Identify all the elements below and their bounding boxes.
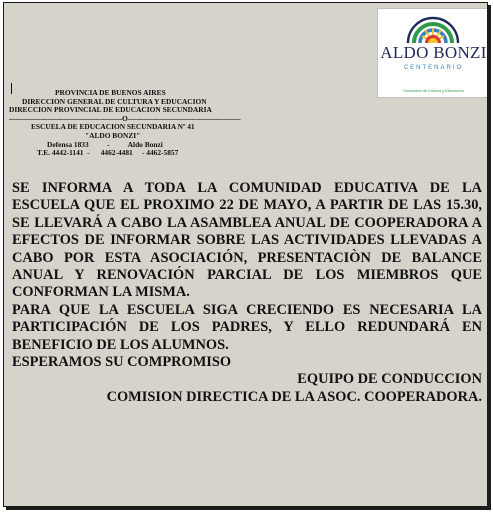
letterhead-direccion-general: DIRECCION GENERAL DE CULTURA Y EDUCACION bbox=[22, 96, 207, 106]
letterhead bbox=[9, 89, 277, 158]
logo-footer: Secretaría de Cultura y Educación bbox=[403, 88, 464, 93]
signature-line-2: COMISION DIRECTICA DE LA ASOC. COOPERADORA. bbox=[106, 388, 482, 405]
notice-paragraph-2: PARA QUE LA ESCUELA SIGA CRECIENDO ES NECESARIA LA PARTICIPACIÓN DE LOS PADRES, Y ELLO REDUNDARÁ EN BENEFICIO DE LOS ALUMNOS. bbox=[12, 301, 482, 353]
notice-paragraph-1: SE INFORMA A TODA LA COMUNIDAD EDUCATIVA DE LA ESCUELA QUE EL PROXIMO 22 DE MAYO, A PARTIR DE LAS 15.30, SE LLEVARÁ A CABO LA ASAMBLEA ANUAL DE COOPERADORA A EFECTOS DE INFORMAR SOBRE LAS ACTIVIDADES LLEVADAS A CABO POR ESTA ASOCIACIÓN, PRESENTACIÒN DE BALANCE ANUAL Y RENOVACIÓN PARCIAL DE LOS MIEMBROS QUE CONFORMAN LA MISMA. bbox=[12, 180, 482, 301]
signature-line-1: EQUIPO DE CONDUCCION bbox=[297, 371, 482, 388]
sun-emblem-icon bbox=[378, 9, 488, 45]
letterhead-divider: --------------------------------------------------O-------------------------------------------------- bbox=[9, 114, 241, 123]
letterhead-school-alias: "ALDO BONZI" bbox=[85, 130, 141, 140]
signature-block bbox=[12, 371, 482, 406]
logo-name: ALDO BONZI bbox=[380, 43, 487, 62]
letterhead-province: PROVINCIA DE BUENOS AIRES bbox=[55, 88, 166, 97]
logo-subtitle: CENTENARIO bbox=[403, 65, 464, 71]
notice-body bbox=[12, 180, 482, 406]
notice-closing: ESPERAMOS SU COMPROMISO bbox=[12, 354, 232, 371]
letterhead-phones: T.E. 4442-1141 - 4462-4481 - 4462-5857 bbox=[37, 148, 179, 158]
document-page bbox=[3, 2, 488, 507]
aldo-bonzi-logo bbox=[377, 8, 488, 98]
letterhead-address: Defensa 1833 - Aldo Bonzi bbox=[47, 139, 163, 149]
letterhead-school-name: ESCUELA DE EDUCACION SECUNDARIA Nº 41 bbox=[31, 122, 195, 132]
letterhead-direccion-provincial: DIRECCION PROVINCIAL DE EDUCACION SECUNDARIA bbox=[9, 105, 212, 115]
